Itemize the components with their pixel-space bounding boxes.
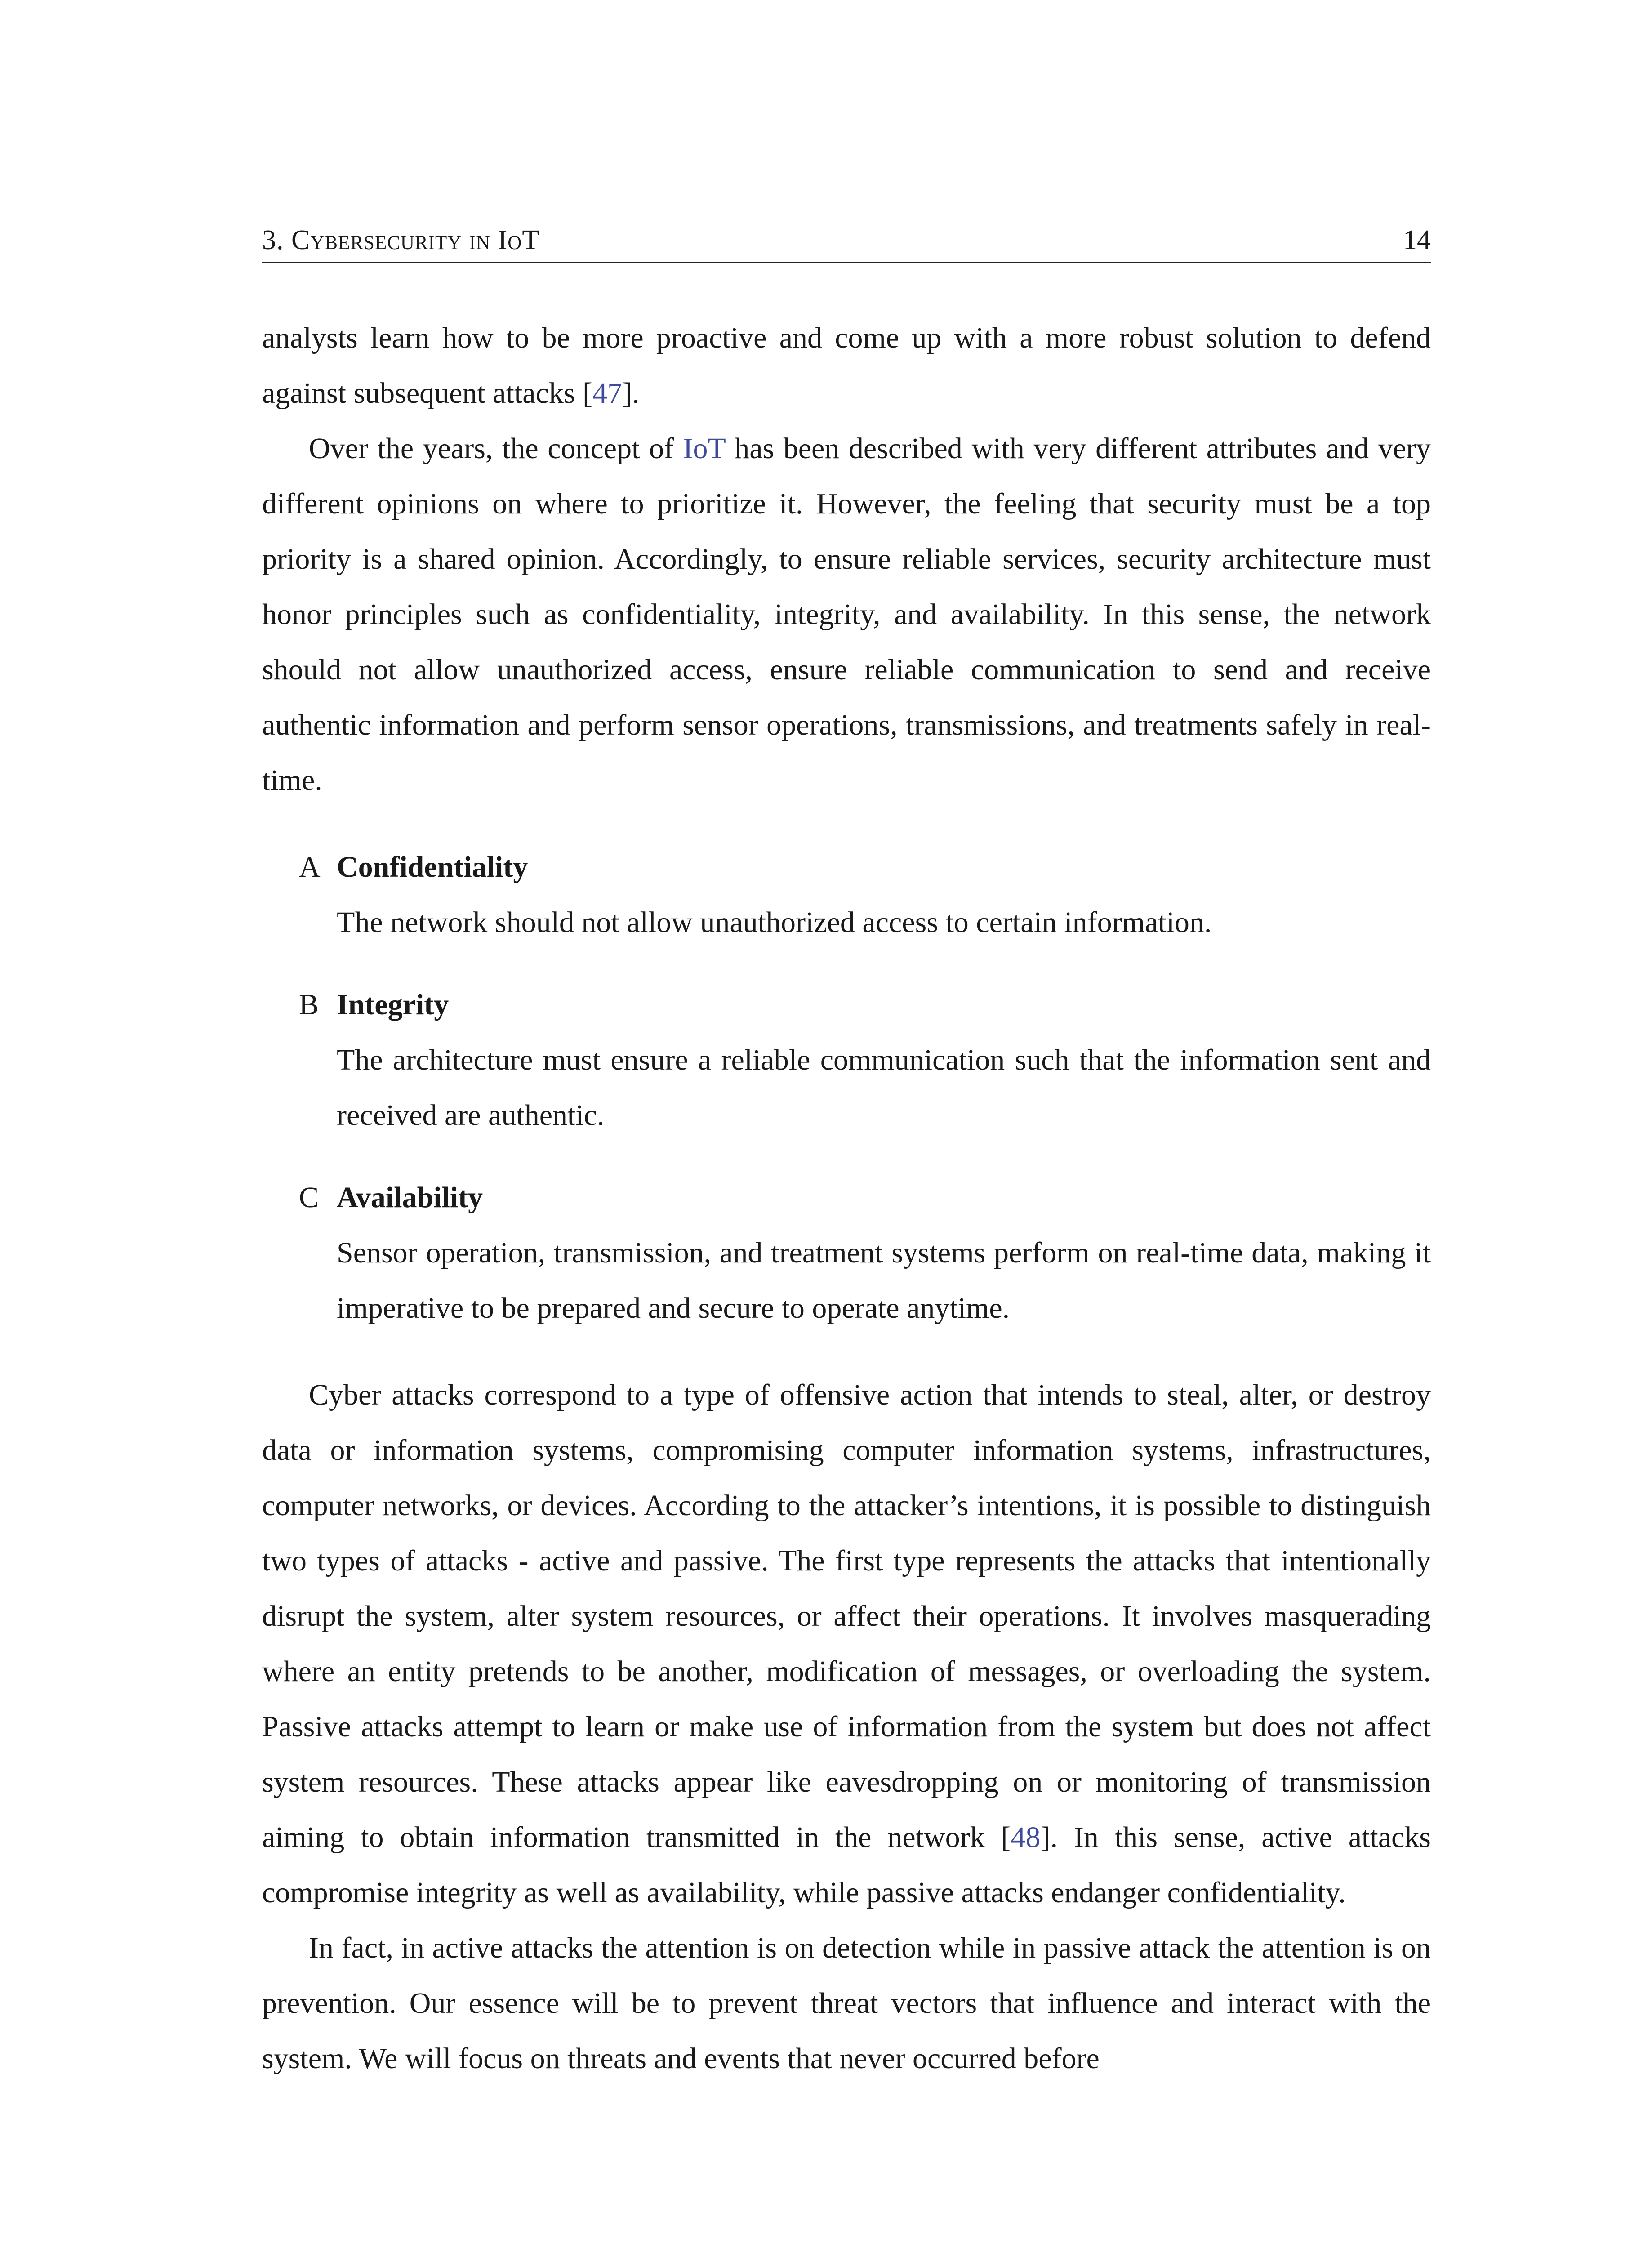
citation-link[interactable]: 48 bbox=[1011, 1821, 1041, 1854]
list-item-title: Availability bbox=[337, 1181, 483, 1214]
acronym-link[interactable]: IoT bbox=[683, 432, 726, 465]
list-item-title: Integrity bbox=[337, 988, 449, 1021]
list-item bbox=[262, 977, 1431, 1143]
list-marker: A bbox=[299, 851, 321, 883]
page-number: 14 bbox=[1403, 225, 1431, 255]
paragraph-text: Cyber attacks correspond to a type of offensive action that intends to steal, alter, or destroy data or information systems, compromising computer information systems, infrastructures, computer networks, or devices. According to the attacker’s intentions, it is possible to distinguish two types of attacks - active and passive. The first type represents the attacks that intentionally disrupt the system, alter system resources, or affect their operations. It involves masquerading where an entity pretends to be another, modification of messages, or overloading the system. Passive attacks attempt to learn or make use of information from the system but does not affect system resources. These attacks appear like eavesdropping on or monitoring of transmission aiming to obtain information transmitted in the network [ bbox=[262, 1378, 1431, 1854]
paragraph-iot-security bbox=[262, 421, 1431, 808]
chapter-title: 3. Cybersecurity in IoT bbox=[262, 225, 540, 255]
paragraph-text: ]. In this sense, active attacks compromise integrity as well as availability, while passive attacks endanger confidentiality. bbox=[262, 1821, 1431, 1909]
citation-link[interactable]: 47 bbox=[592, 377, 622, 410]
paragraph-cyber-attacks bbox=[262, 1367, 1431, 1920]
paragraph-text: ]. bbox=[622, 377, 640, 410]
paragraph-continuation bbox=[262, 310, 1431, 421]
security-principles-list bbox=[262, 839, 1431, 1336]
list-item bbox=[262, 1170, 1431, 1336]
paragraph-text: In fact, in active attacks the attention is on detection while in passive attack the attention is on prevention. Our essence will be to prevent threat vectors that influence and interact with the system. We will focus on threats and events that never occurred before bbox=[262, 1931, 1431, 2075]
list-item-description: The network should not allow unauthorized access to certain information. bbox=[337, 906, 1212, 939]
list-marker: C bbox=[299, 1181, 319, 1214]
body-text bbox=[262, 310, 1431, 2086]
paragraph-text: analysts learn how to be more proactive and come up with a more robust solution to defend against subsequent attacks [ bbox=[262, 321, 1431, 410]
running-header bbox=[262, 220, 1431, 263]
list-item-title: Confidentiality bbox=[337, 851, 528, 883]
list-item-description: Sensor operation, transmission, and treatment systems perform on real-time data, making it imperative to be prepared and secure to operate anytime. bbox=[337, 1236, 1431, 1325]
list-item bbox=[262, 839, 1431, 950]
paragraph-detection-prevention bbox=[262, 1920, 1431, 2086]
list-item-description: The architecture must ensure a reliable communication such that the information sent and received are authentic. bbox=[337, 1044, 1431, 1132]
paragraph-text: has been described with very different attributes and very different opinions on where to prioritize it. However, the feeling that security must be a top priority is a shared opinion. Accordingly, to ensure reliable services, security architecture must honor principles such as confidentiality, integrity, and availability. In this sense, the network should not allow unauthorized access, ensure reliable communication to send and receive authentic information and perform sensor operations, transmissions, and treatments safely in real-time. bbox=[262, 432, 1431, 797]
list-marker: B bbox=[299, 988, 319, 1021]
paragraph-text: Over the years, the concept of bbox=[309, 432, 683, 465]
